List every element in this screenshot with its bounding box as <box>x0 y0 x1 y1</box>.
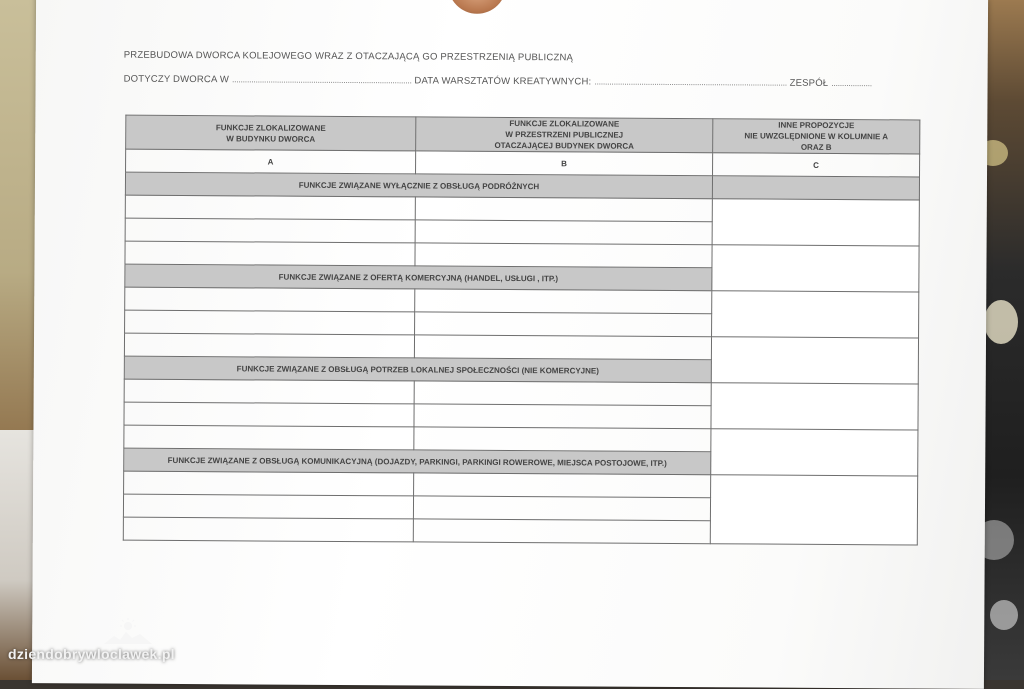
team-label: ZESPÓŁ <box>789 77 829 89</box>
column-header-b: FUNKCJE ZLOKALIZOWANE W PRZESTRZENI PUBLICZNEJ OTACZAJĄCEJ BUDYNEK DWORCA <box>416 117 713 153</box>
section-header-c-cell <box>712 176 919 200</box>
date-fill-line: .......................................................................................... <box>594 76 787 89</box>
table-cell <box>124 379 414 404</box>
table-cell <box>415 312 712 337</box>
table-cell <box>414 404 711 429</box>
functions-table <box>123 115 921 546</box>
table-cell <box>124 471 414 496</box>
table-cell <box>413 519 710 544</box>
table-cell <box>414 335 711 360</box>
section-header-commercial: FUNKCJE ZWIĄZANE Z OFERTĄ KOMERCYJNĄ (HANDEL, USŁUGI , ITP.) <box>125 264 712 291</box>
station-fill-line: .................................................................................... <box>231 74 412 87</box>
table-cell <box>125 241 415 266</box>
column-letter-c: C <box>713 153 920 177</box>
table-cell <box>712 199 919 246</box>
pin-clip <box>448 0 506 14</box>
table-cell <box>124 333 414 358</box>
workshop-date-label: DATA WARSZTATÓW KREATYWNYCH: <box>414 75 592 88</box>
table-cell <box>123 494 413 519</box>
table-cell <box>413 496 710 521</box>
table-cell <box>415 197 712 222</box>
table-cell <box>414 473 711 498</box>
watermark-text: dziendobrywloclawek.pl <box>8 646 175 662</box>
column-letter-a: A <box>126 149 416 174</box>
paper-sheet <box>32 0 988 689</box>
table-cell <box>414 427 711 452</box>
section-header-transport: FUNKCJE ZWIĄZANE Z OBSŁUGĄ KOMUNIKACYJNĄ (DOJAZDY, PARKINGI, PARKINGI ROWEROWE, MIEJSCA POSTOJOWE, ITP.) <box>124 448 711 475</box>
section-header-community: FUNKCJE ZWIĄZANE Z OBSŁUGĄ POTRZEB LOKALNEJ SPOŁECZNOŚCI (NIE KOMERCYJNE) <box>124 356 711 383</box>
form-title: PRZEBUDOWA DWORCA KOLEJOWEGO WRAZ Z OTACZAJĄCĄ GO PRZESTRZENIĄ PUBLICZNĄ <box>123 49 574 64</box>
table-cell <box>125 287 415 312</box>
column-header-c: INNE PROPOZYCJE NIE UWZGLĘDNIONE W KOLUMNIE A ORAZ B <box>713 119 920 154</box>
table-cell <box>711 429 918 476</box>
table-cell <box>712 245 919 292</box>
table-cell <box>415 220 712 245</box>
column-letter-b: B <box>416 151 713 176</box>
table-cell <box>710 475 917 545</box>
column-header-a: FUNKCJE ZLOKALIZOWANE W BUDYNKU DWORCA <box>126 115 416 151</box>
section-header-travellers: FUNKCJE ZWIĄZANE WYŁĄCZNIE Z OBSŁUGĄ PODRÓŻNYCH <box>125 172 712 199</box>
table-header-row <box>126 115 920 154</box>
table-cell <box>124 402 414 427</box>
table-cell <box>125 195 415 220</box>
table-cell <box>415 243 712 268</box>
team-fill-line: ................... <box>831 77 872 90</box>
table-cell <box>711 337 918 384</box>
table-cell <box>125 218 415 243</box>
table-cell <box>712 291 919 338</box>
station-label: DOTYCZY DWORCA W <box>123 73 230 86</box>
form-subheader <box>124 74 872 90</box>
table-cell <box>414 381 711 406</box>
watermark-logo-icon <box>100 618 156 648</box>
table-cell <box>123 517 413 542</box>
table-cell <box>124 425 414 450</box>
table-cell <box>415 289 712 314</box>
table-cell <box>711 383 918 430</box>
table-cell <box>125 310 415 335</box>
